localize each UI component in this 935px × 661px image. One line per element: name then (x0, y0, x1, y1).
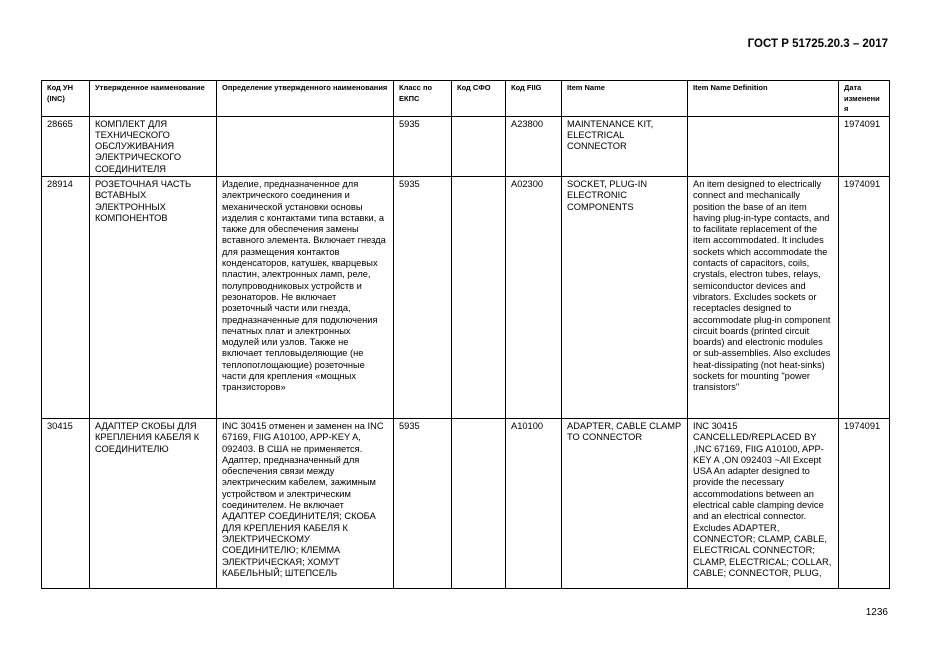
table-header (42, 81, 890, 117)
page-number: 1236 (865, 607, 888, 618)
cell-item-name-definition: An item designed to electrically connect and mechanically position the base of an item having plug-in-type contacts, and to facilitate replacement of the item accommodated. It includes sockets which accommodate the contacts of capacitors, coils, crystals, electron tubes, relays, semiconductor devices and vibrators. Excludes sockets or receptacles designed to accommodate plug-in component circuit boards (printed circuit boards) and electronic modules or sub-assemblies. Also excludes heat-dissipating (not heat-sinks) sockets for mounting "power transistors" (688, 176, 839, 418)
cell-approved-name: КОМПЛЕКТ ДЛЯ ТЕХНИЧЕСКОГО ОБСЛУЖИВАНИЯ ЭЛЕКТРИЧЕСКОГО СОЕДИНИТЕЛЯ (90, 116, 217, 176)
header-change-date: Дата изменения (839, 81, 890, 117)
cell-fiig-code: A02300 (506, 176, 562, 418)
cell-sfo-code (452, 116, 506, 176)
header-definition: Определение утвержденного наименования (217, 81, 394, 117)
header-ekps-class: Класс по ЕКПС (394, 81, 452, 117)
cell-ekps-class: 5935 (394, 116, 452, 176)
cell-change-date: 1974091 (839, 176, 890, 418)
table-row (42, 418, 890, 588)
table-body (42, 116, 890, 588)
cell-approved-name: АДАПТЕР СКОБЫ ДЛЯ КРЕПЛЕНИЯ КАБЕЛЯ К СОЕДИНИТЕЛЮ (90, 418, 217, 588)
cell-change-date: 1974091 (839, 116, 890, 176)
header-item-name: Item Name (562, 81, 688, 117)
cell-inc: 28665 (42, 116, 90, 176)
cell-item-name: ADAPTER, CABLE CLAMP TO CONNECTOR (562, 418, 688, 588)
cell-sfo-code (452, 176, 506, 418)
header-inc: Код УН (INC) (42, 81, 90, 117)
cell-item-name: MAINTENANCE KIT, ELECTRICAL CONNECTOR (562, 116, 688, 176)
cell-definition: Изделие, предназначенное для электрического соединения и механической установки основы изделия с контактами типа вставки, а также для обеспечения замены вставного элемента. Включает гнезда для размещения контактов конденсаторов, катушек, кварцевых пластин, электронных ламп, реле, полупроводниковых устройств и резонаторов. Не включает розеточный части или гнезда, предназначенные для подключения печатных плат и электронных модулей или узлов. Также не включает тепловыделяющие (не теплопоглощающие) розеточные части для крепления «мощных транзисторов» (217, 176, 394, 418)
header-sfo-code: Код СФО (452, 81, 506, 117)
header-approved-name: Утвержденное наименование (90, 81, 217, 117)
cell-item-name-definition (688, 116, 839, 176)
cell-ekps-class: 5935 (394, 418, 452, 588)
cell-ekps-class: 5935 (394, 176, 452, 418)
cell-item-name-definition: INC 30415 CANCELLED/REPLACED BY ,INC 67169, FIIG A10100, APP-KEY A ,ON 092403 ~All Except USA An adapter designed to provide the necessary accommodations between an electrical cable clamping device and an electrical connector. Excludes ADAPTER, CONNECTOR; CLAMP, CABLE, ELECTRICAL CONNECTOR; CLAMP, ELECTRICAL; COLLAR, CABLE; CONNECTOR, PLUG, (688, 418, 839, 588)
cell-definition: INC 30415 отменен и заменен на INC 67169, FIIG A10100, APP-KEY A, 092403. В США не применяется. Адаптер, предназначенный для обеспечения связи между электрическим кабелем, зажимным устройством и электрическим соединителем. Не включает АДАПТЕР СОЕДИНИТЕЛЯ; СКОБА ДЛЯ КРЕПЛЕНИЯ КАБЕЛЯ К ЭЛЕКТРИЧЕСКОМУ СОЕДИНИТЕЛЮ; КЛЕММА ЭЛЕКТРИЧЕСКАЯ; ХОМУТ КАБЕЛЬНЫЙ; ШТЕПСЕЛЬ (217, 418, 394, 588)
cell-sfo-code (452, 418, 506, 588)
cell-inc: 28914 (42, 176, 90, 418)
cell-definition (217, 116, 394, 176)
cell-change-date: 1974091 (839, 418, 890, 588)
cell-approved-name: РОЗЕТОЧНАЯ ЧАСТЬ ВСТАВНЫХ ЭЛЕКТРОННЫХ КОМПОНЕНТОВ (90, 176, 217, 418)
header-fiig-code: Код FIIG (506, 81, 562, 117)
cell-fiig-code: A10100 (506, 418, 562, 588)
nomenclature-table (41, 80, 890, 589)
cell-item-name: SOCKET, PLUG-IN ELECTRONIC COMPONENTS (562, 176, 688, 418)
table-row (42, 116, 890, 176)
document-standard-code: ГОСТ Р 51725.20.3 – 2017 (747, 38, 888, 50)
cell-fiig-code: A23800 (506, 116, 562, 176)
header-item-name-definition: Item Name Definition (688, 81, 839, 117)
header-row (42, 81, 890, 117)
cell-inc: 30415 (42, 418, 90, 588)
table-row (42, 176, 890, 418)
